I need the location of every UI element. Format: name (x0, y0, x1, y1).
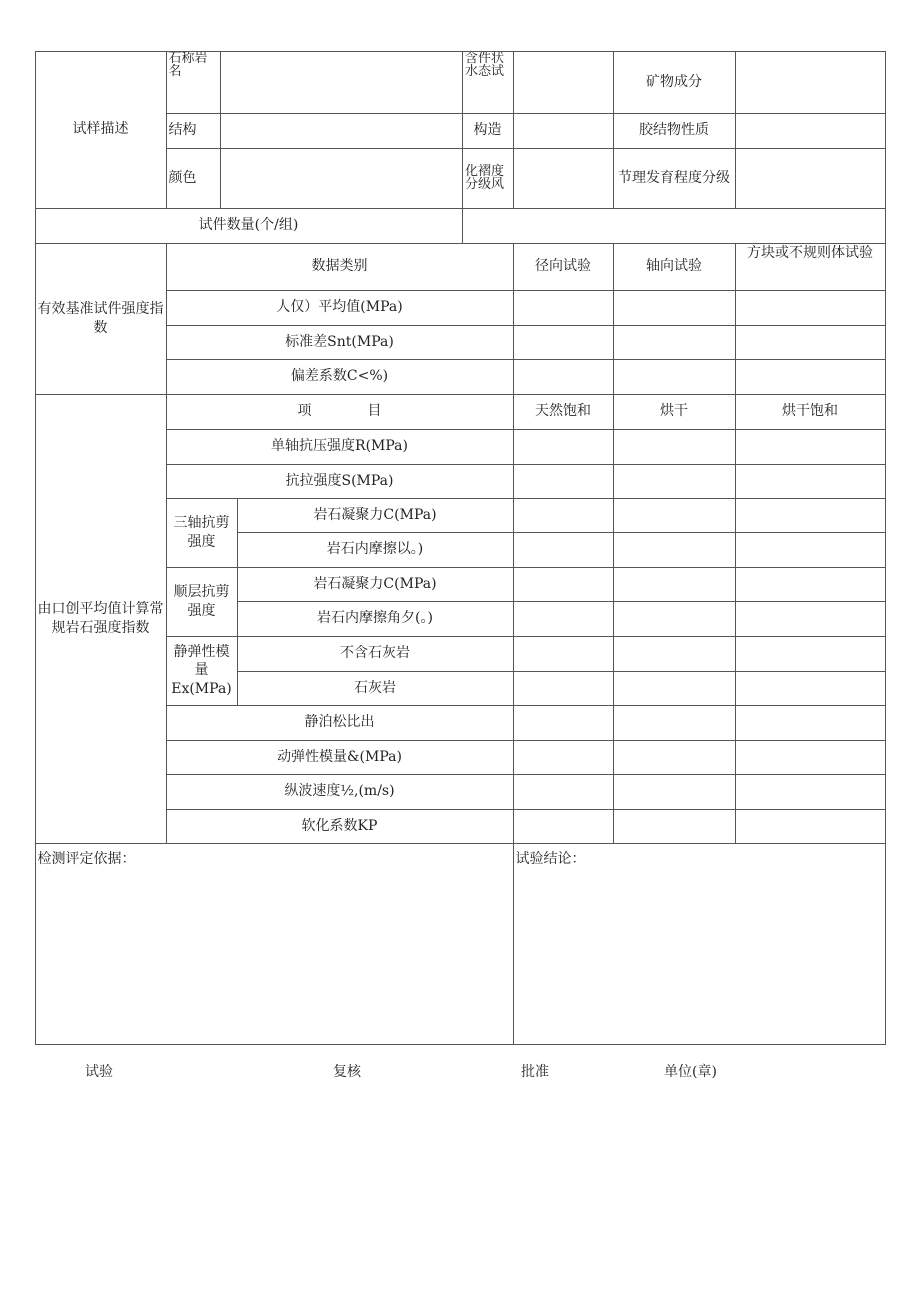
row-uniaxial-value-3[interactable] (735, 429, 886, 465)
row-bedding-friction: 岩石内摩擦角夕(。) (237, 601, 514, 637)
row-triaxial-cohesion-value-3[interactable] (735, 498, 886, 533)
row-bedding-cohesion-value-3[interactable] (735, 567, 886, 602)
header-item: 项 目 (166, 394, 514, 430)
footer-tester: 试验 (85, 1064, 113, 1080)
row-dynamic-modulus: 动弹性模量&(MPa) (166, 740, 514, 775)
row-triaxial-friction-value-1[interactable] (513, 532, 614, 568)
header-dried: 烘干 (613, 394, 736, 430)
header-axial: 轴向试验 (613, 243, 736, 291)
row-non-limestone: 不含石灰岩 (237, 636, 514, 672)
row-bedding-cohesion-value-2[interactable] (613, 567, 736, 602)
row-triaxial-friction-value-2[interactable] (613, 532, 736, 568)
row-softening-value-3[interactable] (735, 809, 886, 844)
row-std-dev-value-3[interactable] (735, 325, 886, 360)
section-routine-strength: 由口创平均值计算常规岩石强度指数 (35, 394, 167, 844)
row-limestone-value-1[interactable] (513, 671, 614, 706)
row-uniaxial-value-2[interactable] (613, 429, 736, 465)
row-bedding-friction-value-2[interactable] (613, 601, 736, 637)
label-specimen-count: 试件数量(个/组) (35, 208, 463, 244)
footer-unit: 单位(章) (664, 1064, 717, 1080)
row-bedding-friction-value-1[interactable] (513, 601, 614, 637)
label-cement: 胶结物性质 (613, 113, 736, 149)
row-limestone-value-2[interactable] (613, 671, 736, 706)
field-specimen-count[interactable] (462, 208, 886, 244)
header-natural-saturated: 天然饱和 (513, 394, 614, 430)
label-triaxial-shear: 三轴抗剪强度 (166, 498, 238, 568)
row-softening-value-2[interactable] (613, 809, 736, 844)
row-non-limestone-value-3[interactable] (735, 636, 886, 672)
row-std-dev: 标准差Snt(MPa) (166, 325, 514, 360)
row-softening-value-1[interactable] (513, 809, 614, 844)
row-std-dev-value-2[interactable] (613, 325, 736, 360)
footer-approver: 批准 (521, 1064, 549, 1080)
label-mineral: 矿物成分 (613, 51, 736, 114)
row-limestone: 石灰岩 (237, 671, 514, 706)
row-variation-value-3[interactable] (735, 359, 886, 395)
row-limestone-value-3[interactable] (735, 671, 886, 706)
field-joint[interactable] (735, 148, 886, 209)
row-variation: 偏差系数C<%) (166, 359, 514, 395)
row-dynamic-modulus-value-1[interactable] (513, 740, 614, 775)
row-wave-speed: 纵波速度½,(m/s) (166, 774, 514, 810)
label-static-modulus: 静弹性模量 Ex(MPa) (166, 636, 238, 706)
row-softening: 软化系数KP (166, 809, 514, 844)
header-radial: 径向试验 (513, 243, 614, 291)
row-bedding-cohesion-value-1[interactable] (513, 567, 614, 602)
row-dynamic-modulus-value-2[interactable] (613, 740, 736, 775)
row-non-limestone-value-1[interactable] (513, 636, 614, 672)
label-color: 颜色 (166, 148, 221, 209)
footer-reviewer: 复核 (333, 1064, 361, 1080)
row-tensile-value-1[interactable] (513, 464, 614, 499)
label-joint: 节理发育程度分级 (613, 148, 736, 209)
row-mean: 人仅）平均值(MPa) (166, 290, 514, 326)
row-bedding-cohesion: 岩石凝聚力C(MPa) (237, 567, 514, 602)
row-tensile-value-3[interactable] (735, 464, 886, 499)
row-wave-speed-value-1[interactable] (513, 774, 614, 810)
row-mean-value-1[interactable] (513, 290, 614, 326)
row-std-dev-value-1[interactable] (513, 325, 614, 360)
field-rock-name[interactable] (220, 51, 463, 114)
row-mean-value-2[interactable] (613, 290, 736, 326)
label-construction: 构造 (462, 113, 514, 149)
header-data-category: 数据类别 (166, 243, 514, 291)
field-structure[interactable] (220, 113, 463, 149)
field-weathering[interactable] (513, 148, 614, 209)
row-dynamic-modulus-value-3[interactable] (735, 740, 886, 775)
label-bedding-shear: 顺层抗剪强度 (166, 567, 238, 637)
row-tensile: 抗拉强度S(MPa) (166, 464, 514, 499)
header-block: 方块或不规则体试验 (735, 243, 886, 291)
row-triaxial-cohesion-value-1[interactable] (513, 498, 614, 533)
section-effective-strength: 有效基准试件强度指数 (35, 243, 167, 395)
row-triaxial-friction-value-3[interactable] (735, 532, 886, 568)
row-uniaxial-value-1[interactable] (513, 429, 614, 465)
field-evaluation-basis[interactable]: 检测评定依据： (35, 843, 514, 1045)
row-poisson: 静泊松比出 (166, 705, 514, 741)
label-water-state: 含件状水态试 (462, 51, 514, 114)
row-wave-speed-value-3[interactable] (735, 774, 886, 810)
row-variation-value-1[interactable] (513, 359, 614, 395)
field-construction[interactable] (513, 113, 614, 149)
label-weathering: 化褶度分级风 (462, 148, 514, 209)
field-mineral[interactable] (735, 51, 886, 114)
field-cement[interactable] (735, 113, 886, 149)
row-poisson-value-3[interactable] (735, 705, 886, 741)
row-triaxial-friction: 岩石内摩擦以。) (237, 532, 514, 568)
section-sample-description: 试样描述 (35, 51, 167, 209)
label-structure: 结构 (166, 113, 221, 149)
row-bedding-friction-value-3[interactable] (735, 601, 886, 637)
row-triaxial-cohesion: 岩石凝聚力C(MPa) (237, 498, 514, 533)
header-dried-saturated: 烘干饱和 (735, 394, 886, 430)
label-rock-name: 石称岩名 (166, 51, 221, 114)
field-test-conclusion[interactable]: 试验结论： (513, 843, 886, 1045)
field-color[interactable] (220, 148, 463, 209)
row-variation-value-2[interactable] (613, 359, 736, 395)
field-water-state[interactable] (513, 51, 614, 114)
row-poisson-value-1[interactable] (513, 705, 614, 741)
row-non-limestone-value-2[interactable] (613, 636, 736, 672)
row-wave-speed-value-2[interactable] (613, 774, 736, 810)
row-mean-value-3[interactable] (735, 290, 886, 326)
row-tensile-value-2[interactable] (613, 464, 736, 499)
row-triaxial-cohesion-value-2[interactable] (613, 498, 736, 533)
row-uniaxial: 单轴抗压强度R(MPa) (166, 429, 514, 465)
row-poisson-value-2[interactable] (613, 705, 736, 741)
